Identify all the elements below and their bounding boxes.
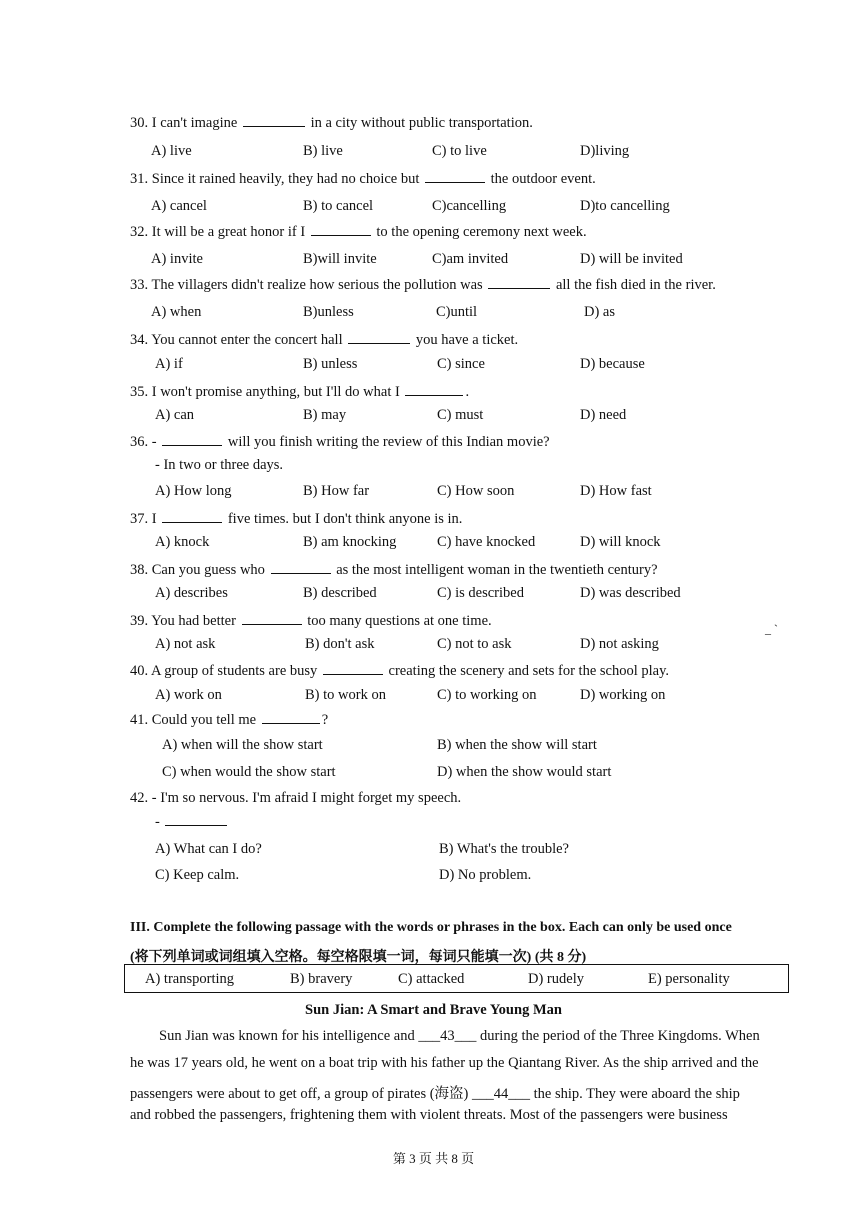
question-32: [130, 224, 587, 241]
option-b: B) unless: [303, 356, 358, 372]
stray-mark: _ `: [765, 622, 778, 636]
question-text-before: It will be a great honor if I: [151, 224, 306, 240]
question-40: [130, 663, 669, 680]
option-b: B) may: [303, 407, 347, 423]
question-text-after: five times. but I don't think anyone is in.: [227, 511, 463, 527]
option-d: D) because: [580, 356, 645, 372]
question-text-before: Could you tell me: [151, 712, 257, 728]
option-c: C) since: [437, 356, 485, 372]
option-c: C) How soon: [437, 483, 515, 499]
question-number: 30.: [130, 115, 149, 131]
question-text-after: as the most intelligent woman in the twentieth century?: [336, 562, 658, 578]
option-a: A) can: [155, 407, 195, 423]
question-30: [130, 115, 533, 132]
option-a: A) invite: [151, 251, 203, 267]
dialogue-reply: [155, 814, 229, 831]
question-text-after: .: [465, 384, 470, 400]
option-d: D) need: [580, 407, 627, 423]
option-a: A) live: [151, 143, 192, 159]
question-text-before: I won't promise anything, but I'll do what I: [151, 384, 400, 400]
option-c: C)cancelling: [432, 198, 507, 214]
option-c: C) to live: [432, 143, 487, 159]
section-title: III. Complete the following passage with the words or phrases in the box. Each can only be used once: [130, 920, 732, 935]
option-a: A) What can I do?: [155, 841, 262, 857]
answer-blank: [165, 824, 227, 826]
question-33: [130, 277, 716, 294]
answer-blank: [405, 394, 463, 396]
question-number: 38.: [130, 562, 149, 578]
answer-blank: [311, 234, 371, 236]
option-c: C) not to ask: [437, 636, 512, 652]
option-b: B)will invite: [303, 251, 377, 267]
answer-blank: [262, 722, 320, 724]
word-box-item: E) personality: [648, 971, 730, 987]
answer-blank: [243, 125, 305, 127]
question-text-before: Since it rained heavily, they had no choice but: [151, 171, 420, 187]
option-d: D) How fast: [580, 483, 652, 499]
question-text-after: will you finish writing the review of this Indian movie?: [227, 434, 550, 450]
question-number: 35.: [130, 384, 149, 400]
option-c: C)until: [436, 304, 478, 320]
option-d: D) as: [584, 304, 616, 320]
option-b: B) am knocking: [303, 534, 397, 550]
option-b: B) described: [303, 585, 377, 601]
question-34: [130, 332, 518, 349]
word-box: [124, 964, 789, 993]
option-b: B) live: [303, 143, 343, 159]
question-text-before: Can you guess who: [151, 562, 265, 578]
option-a: A) describes: [155, 585, 228, 601]
answer-blank: [323, 673, 383, 675]
word-box-item: A) transporting: [145, 971, 234, 987]
option-c: C) is described: [437, 585, 524, 601]
dialogue-reply: - In two or three days.: [155, 457, 284, 473]
question-text-after: to the opening ceremony next week.: [376, 224, 587, 240]
question-text-before: A group of students are busy: [150, 663, 318, 679]
question-text-before: -: [151, 434, 157, 450]
option-a: A) when: [151, 304, 202, 320]
question-39: [130, 613, 492, 630]
option-a: A) work on: [155, 687, 222, 703]
question-text-before: I can't imagine: [151, 115, 238, 131]
option-b: B) to cancel: [303, 198, 374, 214]
question-31: [130, 171, 596, 188]
option-d: D) No problem.: [439, 867, 532, 883]
question-number: 31.: [130, 171, 149, 187]
option-a: A) How long: [155, 483, 232, 499]
question-text-after: in a city without public transportation.: [310, 115, 533, 131]
question-38: [130, 562, 658, 579]
option-c: C) have knocked: [437, 534, 536, 550]
option-c: C)am invited: [432, 251, 509, 267]
answer-blank: [348, 342, 410, 344]
option-b: B) What's the trouble?: [439, 841, 569, 857]
option-d: D)living: [580, 143, 630, 159]
answer-blank: [271, 572, 331, 574]
question-number: 42.: [130, 790, 149, 806]
page-footer: 第 3 页 共 8 页: [392, 1151, 475, 1166]
question-text-before: You had better: [151, 613, 236, 629]
question-text-before: The villagers didn't realize how serious the pollution was: [151, 277, 483, 293]
word-box-item: D) rudely: [528, 971, 584, 987]
word-box-item: C) attacked: [398, 971, 465, 987]
question-text-before: I: [151, 511, 157, 527]
answer-blank: [242, 623, 302, 625]
option-d: D) not asking: [580, 636, 659, 652]
question-number: 33.: [130, 277, 149, 293]
passage-line: he was 17 years old, he went on a boat trip with his father up the Qiantang River. As the ship arrived and the: [130, 1055, 759, 1071]
option-a: A) cancel: [151, 198, 207, 214]
answer-blank: [488, 287, 550, 289]
word-box-item: B) bravery: [290, 971, 353, 987]
question-text-after: ?: [321, 712, 329, 728]
option-b: B) to work on: [305, 687, 386, 703]
option-d: D) was described: [580, 585, 681, 601]
option-b: B) How far: [303, 483, 370, 499]
option-c: C) must: [437, 407, 484, 423]
option-a: A) if: [155, 356, 183, 372]
question-37: [130, 511, 462, 528]
option-a: A) when will the show start: [162, 737, 323, 753]
question-number: 37.: [130, 511, 149, 527]
section-instruction: (将下列单词或词组填入空格。每空格限填一词，每词只能填一次) (共 8 分): [130, 950, 587, 965]
question-number: 36.: [130, 434, 149, 450]
question-text-before: You cannot enter the concert hall: [151, 332, 343, 348]
option-c: C) Keep calm.: [155, 867, 240, 883]
question-text-after: all the fish died in the river.: [555, 277, 716, 293]
answer-blank: [425, 181, 485, 183]
question-text-after: the outdoor event.: [490, 171, 596, 187]
question-text-after: creating the scenery and sets for the school play.: [388, 663, 670, 679]
question-number: 41.: [130, 712, 149, 728]
passage-line: and robbed the passengers, frightening them with violent threats. Most of the passengers were business: [130, 1107, 728, 1123]
option-d: D) working on: [580, 687, 666, 703]
question-41: [130, 712, 328, 729]
option-c: C) to working on: [437, 687, 537, 703]
question-36: [130, 434, 550, 451]
option-b: B) when the show will start: [437, 737, 597, 753]
option-c: C) when would the show start: [162, 764, 336, 780]
option-d: D) will knock: [580, 534, 661, 550]
option-a: A) not ask: [155, 636, 216, 652]
option-b: B)unless: [303, 304, 354, 320]
question-text-before: - I'm so nervous. I'm afraid I might forget my speech.: [151, 790, 462, 806]
option-d: D) when the show would start: [437, 764, 612, 780]
option-d: D)to cancelling: [580, 198, 670, 214]
question-42: [130, 790, 461, 807]
question-text-after: too many questions at one time.: [307, 613, 492, 629]
question-35: [130, 384, 469, 401]
question-text-after: you have a ticket.: [415, 332, 519, 348]
passage-line: passengers were about to get off, a group of pirates (海盗) ___44___ the ship. They were aboard the ship: [130, 1086, 740, 1102]
answer-blank: [162, 521, 222, 523]
option-b: B) don't ask: [305, 636, 375, 652]
reply-dash: -: [155, 814, 160, 830]
option-d: D) will be invited: [580, 251, 683, 267]
question-number: 40.: [130, 663, 149, 679]
question-number: 39.: [130, 613, 149, 629]
passage-title: Sun Jian: A Smart and Brave Young Man: [305, 1002, 562, 1018]
question-number: 34.: [130, 332, 149, 348]
passage-line: Sun Jian was known for his intelligence and ___43___ during the period of the Three Kingdoms. When: [159, 1028, 760, 1044]
option-a: A) knock: [155, 534, 210, 550]
answer-blank: [162, 444, 222, 446]
question-number: 32.: [130, 224, 149, 240]
